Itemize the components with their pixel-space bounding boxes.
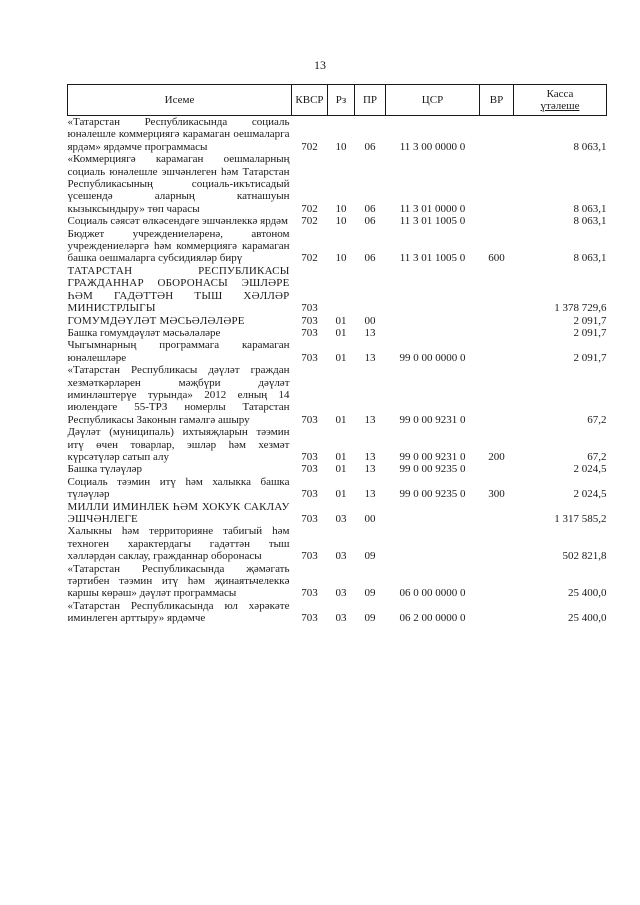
cell-pr	[355, 265, 386, 315]
table-body	[68, 116, 607, 625]
column-header-csr: ЦСР	[386, 85, 480, 116]
cell-rz: 10	[335, 140, 347, 153]
cell-amount: 2 091,7	[573, 314, 607, 327]
cell-vr	[480, 116, 514, 154]
cell-name: «Татарстан Республикасы дәүләт граждан хезмәткәрләрен мәҗбүри дәүләт иминләштерүе турында» 2012 елның 14 июлендәге 55-ТРЗ номерлы Татарстан Республикасы Законын гамәлгә ашыру	[67, 364, 290, 426]
cell-rz: 03	[335, 587, 347, 600]
cell-kvsr: 702	[301, 252, 318, 265]
cell-kvsr: 703	[301, 550, 318, 563]
cell-vr	[480, 215, 514, 227]
cell-csr: 11 3 01 1005 0	[399, 215, 466, 228]
cell-rz: 01	[335, 326, 347, 339]
cell-rz: 03	[335, 612, 347, 625]
column-header-pr: ПР	[355, 85, 386, 116]
cell-rz: 03	[335, 513, 347, 525]
cell-rz: 10	[335, 202, 347, 215]
cell-amount: 502 821,8	[562, 550, 607, 563]
cell-kvsr: 703	[301, 450, 318, 463]
cell-amount: 8 063,1	[573, 252, 607, 265]
column-header-kvsr: КВСР	[292, 85, 328, 116]
cell-pr: 09	[364, 612, 376, 625]
cell-vr	[480, 525, 514, 562]
cell-csr: 99 0 00 9231 0	[399, 413, 466, 426]
cell-pr: 13	[364, 488, 376, 501]
cell-pr: 09	[364, 587, 376, 600]
cell-amount: 2 024,5	[573, 488, 607, 501]
column-header-kassa-line1: Касса	[546, 88, 574, 100]
cell-name: «Татарстан Республикасында юл хәрәкәте иминлеген арттыру» ярдәмче	[67, 599, 290, 625]
cell-name: «Татарстан Республикасында социаль юнәлешле коммерциягә карамаган оешмаларга ярдәм» ярдәмче программасы	[67, 116, 290, 153]
cell-name: Социаль сәясәт өлкәсендәге эшчәнлеккә ярдәм	[67, 215, 289, 228]
cell-csr: 11 3 01 1005 0	[399, 252, 466, 265]
cell-vr	[480, 600, 514, 625]
cell-pr: 13	[364, 450, 376, 463]
cell-pr: 13	[364, 413, 376, 426]
cell-pr: 09	[364, 550, 376, 563]
table-row	[68, 116, 607, 154]
cell-kvsr: 702	[301, 215, 318, 228]
cell-rz: 01	[335, 450, 347, 463]
cell-name: «Коммерциягә карамаган оешмаларның социаль юнәлешле эшчәнлеген һәм Татарстан Республикасының социаль-икътисадый үсешендә аларның катнашуын кызыксындыру» төп чарасы	[67, 153, 290, 215]
table-row	[68, 364, 607, 426]
cell-csr	[386, 501, 480, 526]
cell-pr: 06	[364, 202, 376, 215]
cell-csr: 06 2 00 0000 0	[399, 612, 466, 625]
cell-vr	[480, 339, 514, 364]
cell-vr	[480, 265, 514, 315]
cell-amount: 67,2	[587, 450, 607, 463]
table-row	[68, 600, 607, 625]
table-row	[68, 153, 607, 215]
table-row	[68, 327, 607, 339]
cell-vr	[480, 563, 514, 600]
cell-amount: 25 400,0	[568, 612, 607, 625]
cell-amount: 2 024,5	[573, 463, 607, 476]
cell-name: Дәүләт (муниципаль) ихтыяҗларын тәэмин итү өчен товарлар, эшләр һәм хезмәт күрсәтүләр сатып алу	[67, 426, 290, 463]
cell-amount: 8 063,1	[573, 215, 607, 228]
table-row	[68, 215, 607, 227]
cell-csr: 99 0 00 9235 0	[399, 488, 466, 501]
cell-rz	[328, 265, 355, 315]
cell-rz: 01	[335, 488, 347, 501]
table-row	[68, 426, 607, 463]
cell-kvsr: 703	[301, 351, 318, 364]
cell-pr: 00	[364, 314, 376, 327]
table-row	[68, 315, 607, 327]
cell-rz: 03	[335, 550, 347, 563]
cell-vr	[480, 463, 514, 475]
cell-csr: 99 0 00 9231 0	[399, 450, 466, 463]
cell-pr: 06	[364, 140, 376, 153]
cell-vr	[480, 153, 514, 215]
cell-rz: 01	[335, 413, 347, 426]
cell-rz: 01	[335, 314, 347, 327]
cell-vr	[480, 501, 514, 526]
table-row	[68, 228, 607, 265]
cell-kvsr: 703	[301, 314, 318, 327]
cell-csr	[386, 315, 480, 327]
cell-vr: 200	[488, 450, 505, 463]
table-row	[68, 339, 607, 364]
column-header-vr: ВР	[480, 85, 514, 116]
cell-pr: 00	[364, 513, 376, 525]
table-row	[68, 265, 607, 315]
cell-name: Социаль тәэмин итү һәм халыкка башка түләүләр	[67, 475, 290, 501]
cell-pr: 06	[364, 252, 376, 265]
cell-amount: 2 091,7	[573, 351, 607, 364]
cell-amount: 1 378 729,6	[554, 302, 607, 315]
column-header-kassa-line2: үтәлеше	[540, 100, 580, 112]
table-row	[68, 563, 607, 600]
cell-vr	[480, 364, 514, 426]
cell-kvsr: 702	[301, 140, 318, 153]
cell-kvsr: 703	[301, 513, 318, 525]
table-row	[68, 501, 607, 526]
cell-pr: 13	[364, 326, 376, 339]
cell-rz: 10	[335, 252, 347, 265]
cell-csr	[386, 265, 480, 315]
cell-amount: 25 400,0	[568, 587, 607, 600]
cell-csr: 99 0 00 0000 0	[399, 351, 466, 364]
column-header-name: Исеме	[68, 85, 292, 116]
cell-csr: 99 0 00 9235 0	[399, 463, 466, 476]
cell-amount: 8 063,1	[573, 140, 607, 153]
cell-amount: 67,2	[587, 413, 607, 426]
cell-name: Халыкны һәм территорияне табигый һәм техноген характердагы гадәттән тыш хәлләрдән саклау, гражданнар оборонасы	[67, 525, 290, 563]
cell-vr	[480, 315, 514, 327]
cell-name: «Татарстан Республикасында җәмәгать тәртибен тәэмин итү һәм җинаятьчелеккә каршы көрәш» дәүләт программасы	[67, 562, 290, 600]
cell-name: Бюджет учреждениеләренә, автоном учреждениеләргә һәм коммерциягә карамаган башка оешмаларга субсидияләр бирү	[67, 227, 290, 265]
table-row	[68, 463, 607, 475]
column-header-rz: Рз	[328, 85, 355, 116]
cell-name: ТАТАРСТАН РЕСПУБЛИКАСЫ ГРАЖДАННАР ОБОРОНАСЫ ЭШЛӘРЕ ҺӘМ ГАДӘТТӘН ТЫШ ХӘЛЛӘР МИНИСТРЛЫГЫ	[67, 264, 290, 315]
cell-name: Башка түләүләр	[67, 463, 143, 476]
cell-vr	[480, 327, 514, 339]
cell-kvsr: 703	[301, 612, 318, 625]
cell-pr: 06	[364, 215, 376, 228]
cell-vr: 600	[488, 252, 505, 265]
cell-csr	[386, 327, 480, 339]
cell-amount: 1 317 585,2	[554, 513, 607, 525]
cell-pr: 13	[364, 463, 376, 476]
cell-kvsr: 703	[301, 302, 318, 315]
cell-name: ГОМУМДӘҮЛӘТ МӘСЬӘЛӘЛӘРЕ	[67, 314, 245, 327]
cell-kvsr: 703	[301, 488, 318, 501]
cell-amount: 2 091,7	[573, 326, 607, 339]
cell-vr: 300	[488, 488, 505, 501]
table-header-row	[68, 85, 607, 116]
cell-csr: 06 0 00 0000 0	[399, 587, 466, 600]
column-header-kassa	[514, 85, 607, 116]
cell-csr: 11 3 01 0000 0	[399, 202, 466, 215]
cell-kvsr: 703	[301, 413, 318, 426]
cell-pr: 13	[364, 351, 376, 364]
cell-kvsr: 703	[301, 587, 318, 600]
page-number: 13	[314, 58, 326, 72]
cell-name: Башка гомумдәүләт мәсьәләләре	[67, 326, 221, 339]
cell-amount: 8 063,1	[573, 202, 607, 215]
budget-table	[67, 84, 607, 625]
table-row	[68, 525, 607, 562]
table-row	[68, 476, 607, 501]
cell-csr: 11 3 00 0000 0	[399, 140, 466, 153]
cell-name: Чыгымнарның программага карамаган юнәлешләре	[67, 339, 290, 364]
cell-name: МИЛЛИ ИМИНЛЕК ҺӘМ ХОКУК САКЛАУ ЭШЧӘНЛЕГЕ	[67, 500, 290, 525]
cell-rz: 01	[335, 351, 347, 364]
cell-csr	[386, 525, 480, 562]
cell-kvsr: 702	[301, 202, 318, 215]
cell-kvsr: 703	[301, 463, 318, 476]
cell-kvsr: 703	[301, 326, 318, 339]
cell-rz: 10	[335, 215, 347, 228]
cell-rz: 01	[335, 463, 347, 476]
